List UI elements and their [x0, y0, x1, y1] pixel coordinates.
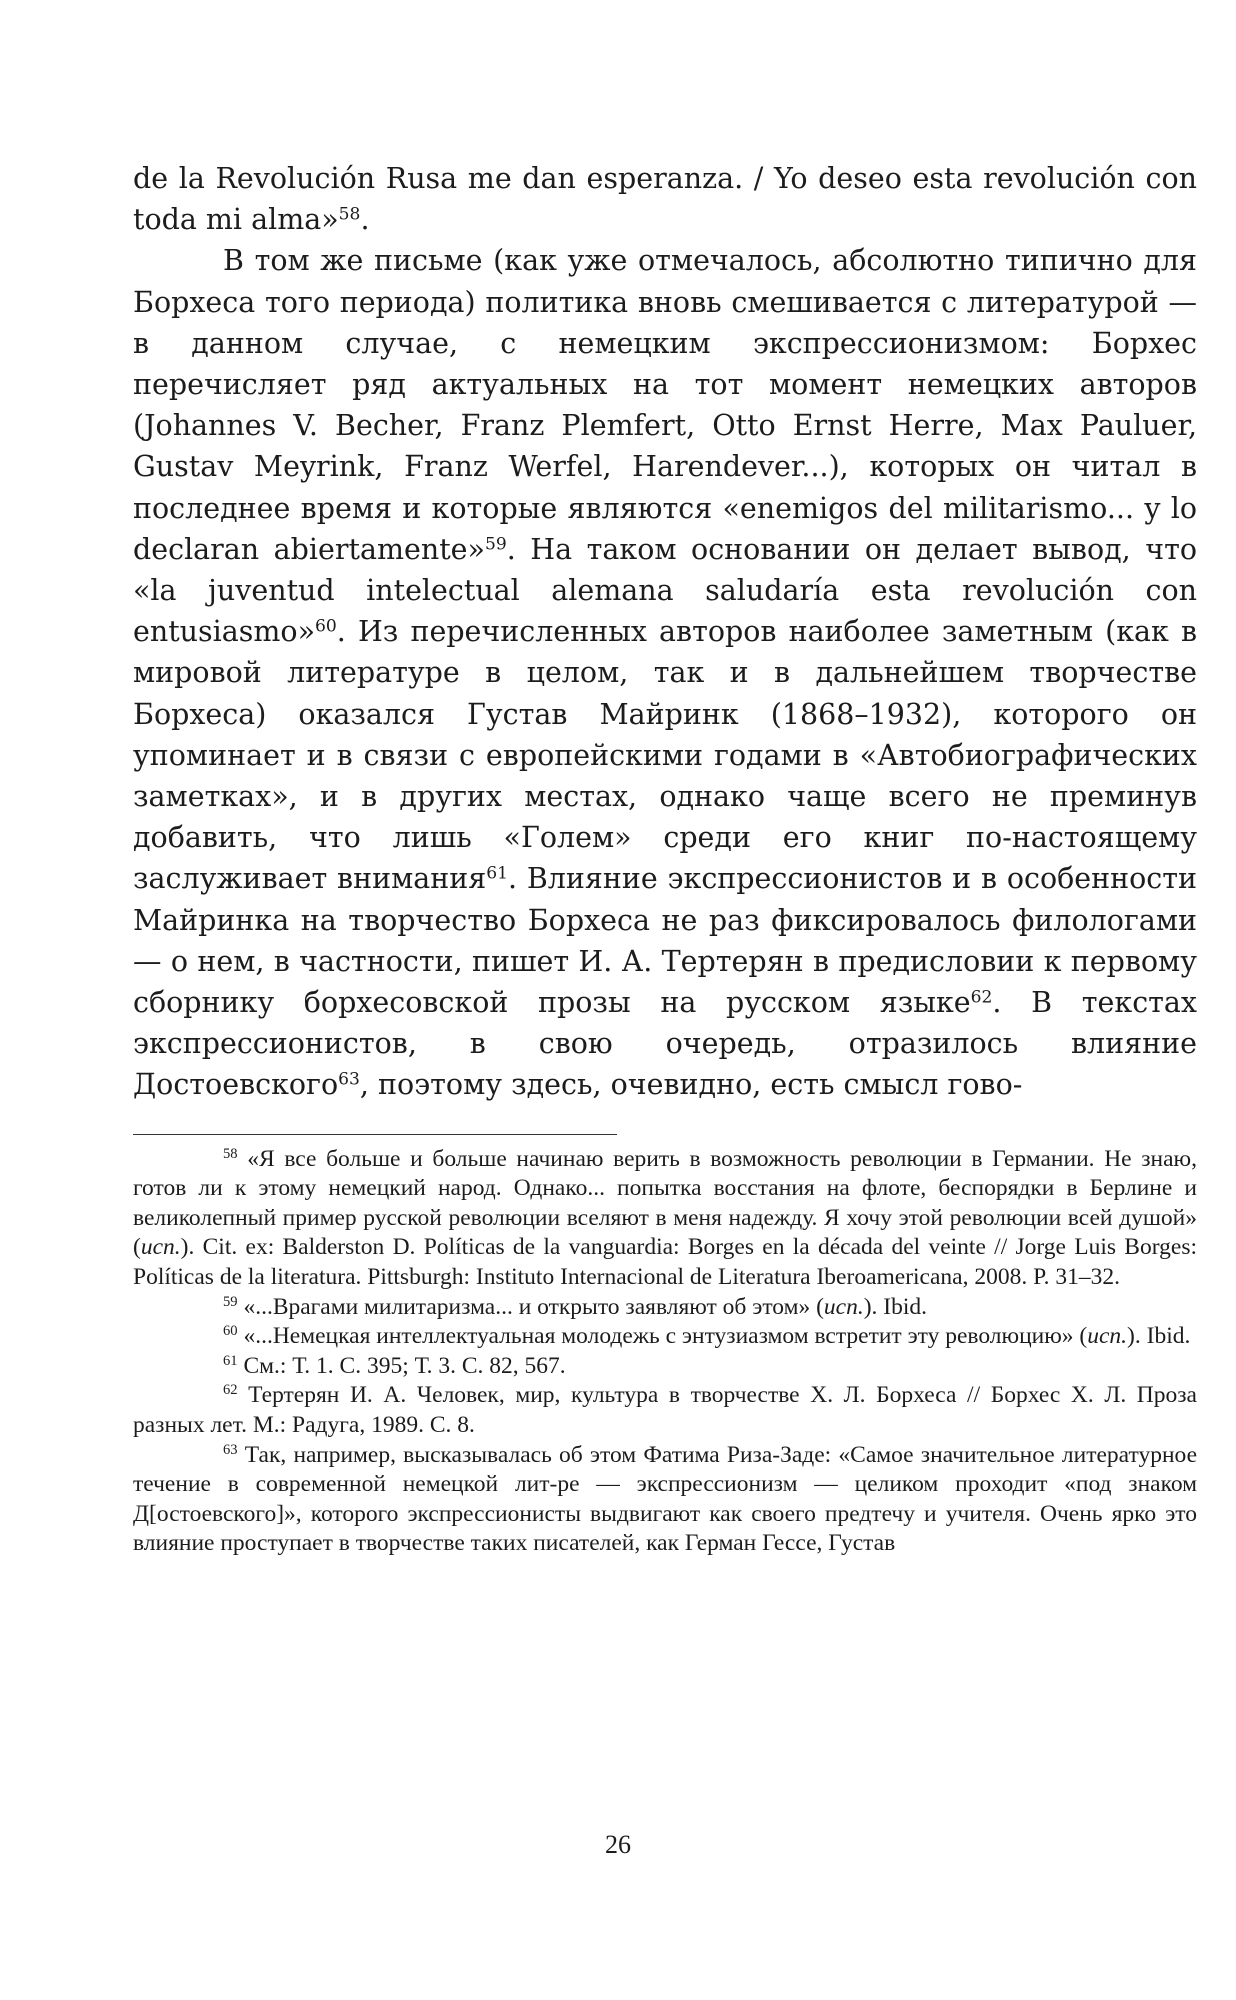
- footnote-text: ). Ibid.: [1127, 1323, 1191, 1350]
- footnote-text: «...Врагами милитаризма... и открыто заявляют об этом» (: [237, 1293, 824, 1320]
- footnote-ref-58[interactable]: 58: [338, 204, 361, 225]
- footnote-ref-62[interactable]: 62: [970, 987, 993, 1008]
- text-segment: . Из перечисленных авторов наиболее заметным (как в мировой литературе в целом, так и в дальнейшем творчестве Борхеса) оказался Густав Майринк (1868–1932), которого он упоминает и в связи с европейскими годами в «Автобиографических заметках», и в других местах, однако чаще всего не преминув добавить, что лишь «Голем» среди его книг по-настоящему заслуживает внимания: [133, 615, 1197, 896]
- footnote-63: [133, 1441, 1197, 1559]
- footnote-60: [133, 1322, 1197, 1352]
- text-segment: . Влияние экспрессионистов и в особенности Майринка на творчество Борхеса не раз фиксировалось филологами — о нем, в частности, пишет И. А. Тертерян в предисловии к первому сборнику борхесовской прозы на русском языке: [133, 862, 1198, 1020]
- text-segment: . В текстах экспрессионистов, в свою очередь, отразилось влияние Достоевского: [133, 986, 1197, 1102]
- main-text: [133, 158, 1197, 1106]
- paragraph-2: [133, 240, 1197, 1105]
- footnote-ref-59[interactable]: 59: [484, 534, 507, 555]
- text-segment: de la Revolución Rusa me dan esperanza. / Yo deseo esta revolución con toda mi alma»: [133, 162, 1197, 237]
- footnote-ref-63[interactable]: 63: [338, 1070, 360, 1091]
- footnote-number: 59: [223, 1293, 238, 1310]
- text-segment: .: [360, 203, 370, 237]
- footnote-number: 61: [223, 1352, 238, 1369]
- footnote-61: [133, 1352, 1197, 1382]
- footnote-ref-61[interactable]: 61: [486, 864, 508, 885]
- text-segment: . На таком основании он делает вывод, что «la juventud intelectual alemana saludaría esta revolución con entusiasmo»: [133, 532, 1197, 649]
- page-content: [133, 158, 1197, 1559]
- footnote-text: Тертерян И. А. Человек, мир, культура в творчестве Х. Л. Борхеса // Борхес Х. Л. Проза разных лет. М.: Радуга, 1989. С. 8.: [133, 1382, 1197, 1439]
- footnote-ref-60[interactable]: 60: [315, 616, 337, 637]
- text-segment: В том же письме (как уже отмечалось, абсолютно типично для Борхеса того периода) политика вновь смешивается с литературой — в данном случае, с немецким экспрессионизмом: Борхес перечисляет ряд актуальных на тот момент немецких авторов (Johannes V. Becher, Franz Plemfert, Otto Ernst Herre, Max Pauluer, Gustav Meyrink, Franz Werfel, Harendever...), которых он читал в последнее время и которые являются «enemigos del militarismo... y lo declaran abiertamente»: [133, 244, 1197, 566]
- footnote-58: [133, 1145, 1197, 1293]
- footnote-text: «Я все больше и больше начинаю верить в возможность революции в Германии. Не знаю, готов ли к этому немецкий народ. Однако... попытка восстания на флоте, беспорядки в Берлине и великолепный пример русской революции вселяют в меня надежду. Я хочу этой революции всей душой» (: [133, 1145, 1197, 1261]
- page-number: 26: [605, 1830, 631, 1859]
- footnote-number: 62: [223, 1382, 238, 1399]
- text-segment: , поэтому здесь, очевидно, есть смысл гово-: [359, 1068, 1023, 1102]
- footnote-number: 58: [223, 1145, 238, 1162]
- footnote-text: ). Cit. ex: Balderston D. Políticas de la vanguardia: Borges en la década del veinte // Jorge Luis Borges: Políticas de la literatura. Pittsburgh: Instituto Internacional de Literatura Iberoamericana, 2008. P. 31–32.: [133, 1234, 1197, 1291]
- footnote-text: «...Немецкая интеллектуальная молодежь с энтузиазмом встретит эту революцию» (: [237, 1323, 1088, 1350]
- footnote-divider: [133, 1134, 617, 1135]
- footnote-text: ). Ibid.: [863, 1293, 928, 1320]
- footnote-number: 60: [223, 1323, 238, 1340]
- footnote-62: [133, 1381, 1197, 1440]
- footnotes: [133, 1145, 1197, 1559]
- footnote-text: См.: Т. 1. С. 395; Т. 3. С. 82, 567.: [237, 1352, 566, 1379]
- paragraph-1: [133, 158, 1197, 240]
- footnote-emphasis: исп.: [823, 1293, 864, 1320]
- footnote-emphasis: исп.: [1087, 1323, 1128, 1350]
- footnote-emphasis: исп.: [140, 1234, 181, 1261]
- footnote-59: [133, 1293, 1197, 1323]
- footnote-number: 63: [223, 1441, 238, 1458]
- footnote-text: Так, например, высказывалась об этом Фатима Риза-Заде: «Самое значительное литературное течение в современной немецкой лит-ре — экспрессионизм — целиком проходит «под знаком Д[остоевского]», которого экспрессионисты выдвигают как своего предтечу и учителя. Очень ярко это влияние проступает в творчестве таких писателей, как Герман Гессе, Густав: [133, 1441, 1197, 1557]
